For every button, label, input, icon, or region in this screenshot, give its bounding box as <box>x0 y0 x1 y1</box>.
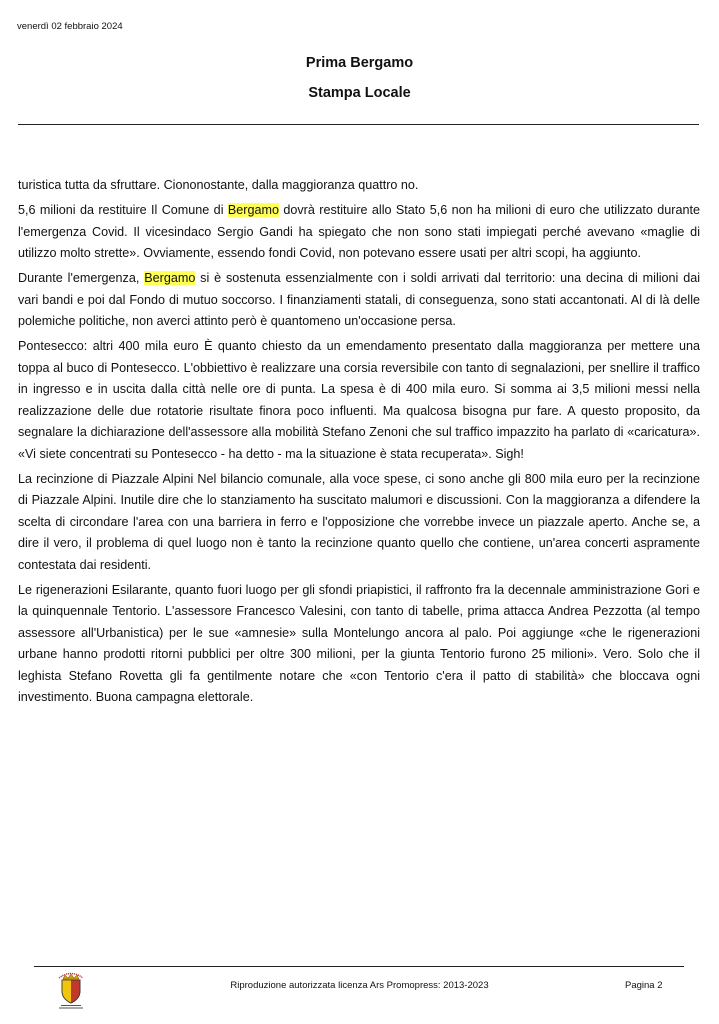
section-title: Stampa Locale <box>308 85 411 101</box>
article-paragraph: 5,6 milioni da restituire Il Comune di Bergamo dovrà restituire allo Stato 5,6 non ha milioni di euro che utilizzato durante l'emergenza Covid. Il vicesindaco Sergio Gandi ha spiegato che non sono stati impiegati perché avevano «maglie di utilizzo molto strette». Ovviamente, essendo fondi Covid, non potevano essere usati per altri scopi, ha aggiunto. <box>18 203 700 260</box>
footer-divider <box>34 966 684 967</box>
article-paragraph: Pontesecco: altri 400 mila euro È quanto chiesto da un emendamento presentato dalla maggioranza per mettere una toppa al buco di Pontesecco. L'obbiettivo è realizzare una corsia reversibile con tanto di segnalazioni, per snellire il traffico in ingresso e in uscita dalla città nelle ore di punta. La spesa è di 400 mila euro. Si somma ai 3,5 milioni messi nella realizzazione delle due rotatorie risultate finora poco influenti. Ma qualcosa bisogna pur fare. A questo proposito, da segnalare la dichiarazione dell'assessore alla mobilità Stefano Zenoni che sul traffico impazzito ha parlato di «caricatura». «Vi siete concentrati su Pontesecco - ha detto - ma la situazione è stata recuperata». Sigh! <box>18 339 700 461</box>
license-text: Riproduzione autorizzata licenza Ars Promopress: 2013-2023 <box>230 980 489 991</box>
publication-title: Prima Bergamo <box>305 55 414 71</box>
header-divider <box>18 124 699 125</box>
page-date: venerdì 02 febbraio 2024 <box>17 21 123 32</box>
article-paragraph: Durante l'emergenza, Bergamo si è sostenuta essenzialmente con i soldi arrivati dal territorio: una decina di milioni dai vari bandi e poi dal Fondo di mutuo soccorso. I finanziamenti statali, di conseguenza, sono stati accantonati. Al di là delle polemiche politiche, non averci attinto però è quantomeno un'occasione persa. <box>18 271 700 328</box>
article-paragraph: La recinzione di Piazzale Alpini Nel bilancio comunale, alla voce spese, ci sono anche gli 800 mila euro per la recinzione di Piazzale Alpini. Inutile dire che lo stanziamento ha suscitato malumori e discussioni. Con la maggioranza a difendere la scelta di circondare l'area con una barriera in ferro e l'opposizione che vorrebbe invece un piazzale aperto. Anche se, a dire il vero, il problema di quel luogo non è tanto la recinzione quanto quello che contiene, un'area concerti aspramente contestata dai residenti. <box>18 471 700 572</box>
highlighted-keyword: Bergamo <box>227 203 279 217</box>
page-number: Pagina 2 <box>625 980 663 991</box>
article-paragraph: turistica tutta da sfruttare. Ciononostante, dalla maggioranza quattro no. <box>18 178 419 192</box>
highlighted-keyword: Bergamo <box>144 271 196 285</box>
article-body <box>18 175 700 712</box>
article-paragraph: Le rigenerazioni Esilarante, quanto fuori luogo per gli sfondi priapistici, il raffronto fra la decennale amministrazione Gori e la quinquennale Tentorio. L'assessore Francesco Valesini, con tanto di tabelle, prima attacca Andrea Pezzotta (al tempo assessore all'Urbanistica) per le sue «amnesie» sulla Montelungo ancora al palo. Poi aggiunge «che le rigenerazioni urbane hanno prodotti ritorni pubblici per oltre 300 milioni, per la giunta Tentorio furono 25 milioni». Vero. Solo che il leghista Stefano Rovetta gli fa gentilmente notare che «con Tentorio c'era il patto di stabilità» che bloccava ogni investimento. Buona campagna elettorale. <box>18 582 700 704</box>
